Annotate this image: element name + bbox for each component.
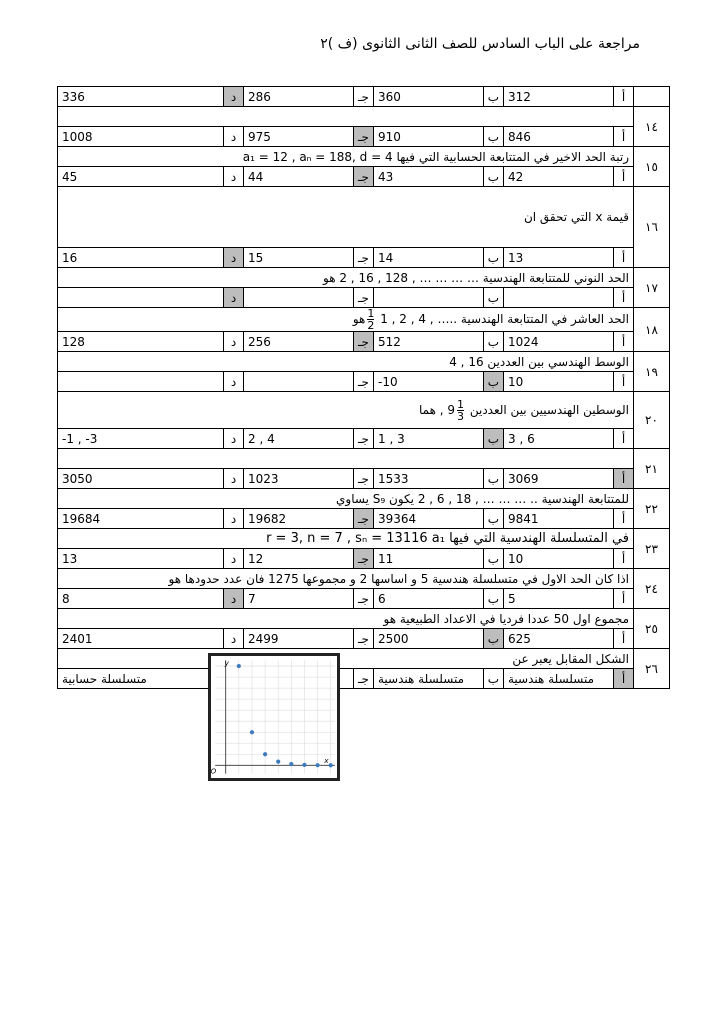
question-number: ٢٣ [634, 529, 670, 569]
math-expression: a₁ = 12 , aₙ = 188, d = 4 [242, 149, 393, 164]
option-letter-c: جـ [354, 127, 374, 147]
question-text [58, 352, 634, 372]
option-letter-a: أ [614, 332, 634, 352]
option-letter-b: ب [484, 629, 504, 649]
question-text-part: للمتتابعة الهندسية [541, 491, 629, 506]
option-a-value[interactable] [504, 288, 614, 308]
option-b-value[interactable]: 43 [374, 167, 484, 187]
option-d-value[interactable]: 2401 [58, 629, 224, 649]
question-text [58, 308, 634, 332]
question-number: ١٧ [634, 268, 670, 308]
option-b-value[interactable]: 512 [374, 332, 484, 352]
options-row [58, 288, 670, 308]
fraction-denominator: 2 [367, 319, 375, 332]
option-b-value[interactable]: 910 [374, 127, 484, 147]
question-number: ٢٦ [634, 649, 670, 689]
options-row [58, 248, 670, 268]
option-c-value[interactable]: 2 , 4 [244, 429, 354, 449]
option-a-value[interactable]: 3069 [504, 469, 614, 489]
question-text-part: الحد النوني للمتتابعة الهندسية [482, 270, 629, 285]
option-letter-a: أ [614, 87, 634, 107]
option-c-value[interactable]: 2499 [244, 629, 354, 649]
option-a-value[interactable]: 13 [504, 248, 614, 268]
option-letter-d: د [224, 87, 244, 107]
review-table [57, 86, 670, 776]
question-text-part: هما [419, 402, 436, 417]
option-letter-c: جـ [354, 372, 374, 392]
graph-point [315, 763, 319, 767]
options-row [58, 629, 670, 649]
option-c-value[interactable]: 19682 [244, 509, 354, 529]
question-number: ١٥ [634, 147, 670, 187]
option-b-value[interactable]: -10 [374, 372, 484, 392]
option-c-value[interactable]: 1023 [244, 469, 354, 489]
fraction-numerator: 1 [367, 307, 375, 320]
option-letter-a: أ [614, 469, 634, 489]
option-letter-d: د [224, 372, 244, 392]
sequence-terms: 4 , 16 [449, 354, 484, 369]
option-letter-c: جـ [354, 469, 374, 489]
question-row [58, 529, 670, 549]
option-letter-a: أ [614, 127, 634, 147]
sequence-terms: , 9 [439, 402, 456, 417]
option-d-value[interactable]: 45 [58, 167, 224, 187]
option-a-value[interactable]: 10 [504, 372, 614, 392]
option-letter-b: ب [484, 589, 504, 609]
question-text-part: الوسط الهندسي بين العددين [487, 354, 629, 369]
option-b-value[interactable]: 1533 [374, 469, 484, 489]
question-text-part: التي تحقق ان [523, 210, 592, 224]
option-letter-a: أ [614, 669, 634, 689]
question-row [58, 352, 670, 372]
sequence-terms: 2 , 6 , 18 , … … … .. [417, 491, 538, 506]
question-text [58, 147, 634, 167]
question-number [634, 87, 670, 107]
option-letter-a: أ [614, 549, 634, 569]
option-b-value[interactable]: 39364 [374, 509, 484, 529]
option-letter-b: ب [484, 509, 504, 529]
option-b-value[interactable] [374, 288, 484, 308]
question-number: ٢٢ [634, 489, 670, 529]
option-d-value[interactable] [58, 372, 224, 392]
options-row [58, 509, 670, 529]
question-row [58, 392, 670, 429]
option-d-value[interactable]: 13 [58, 549, 224, 569]
option-letter-c: جـ [354, 87, 374, 107]
question-row [58, 649, 670, 669]
option-letter-c: جـ [354, 669, 374, 689]
options-row [58, 669, 670, 689]
question-text-part: يساوي [336, 491, 369, 506]
question-number: ٢١ [634, 449, 670, 489]
option-a-value[interactable]: متسلسلة هندسية [504, 669, 614, 689]
graph-point [329, 763, 333, 767]
fraction [457, 399, 464, 422]
question-text-part: في المتسلسلة الهندسية التي فيها [449, 531, 629, 546]
option-b-value[interactable]: 360 [374, 87, 484, 107]
option-c-value[interactable]: 44 [244, 167, 354, 187]
page-title: مراجعة على الباب السادس للصف الثانى الثانوى (ف )٢ [320, 36, 640, 52]
question-text [58, 268, 634, 288]
option-letter-d: د [224, 127, 244, 147]
origin-label: O [210, 766, 217, 776]
option-letter-b: ب [484, 372, 504, 392]
question-text-part: مجموع اول 50 عددا فرديا في الاعداد الطبيعية هو [383, 611, 629, 626]
question-row [58, 489, 670, 509]
option-a-value[interactable]: 10 [504, 549, 614, 569]
question-number: ١٦ [634, 187, 670, 268]
math-variable: x [595, 210, 603, 224]
option-letter-d: د [224, 332, 244, 352]
question-text-part: رتبة الحد الاخير في المتتابعة الحسابية التي فيها [396, 149, 629, 164]
question-number: ١٨ [634, 308, 670, 352]
option-letter-a: أ [614, 167, 634, 187]
option-letter-b: ب [484, 669, 504, 689]
option-a-value[interactable]: 312 [504, 87, 614, 107]
option-b-value[interactable]: 1 , 3 [374, 429, 484, 449]
option-letter-d: د [224, 509, 244, 529]
option-c-value[interactable]: 286 [244, 87, 354, 107]
option-letter-c: جـ [354, 509, 374, 529]
fraction-denominator: 3 [457, 409, 465, 423]
option-letter-b: ب [484, 288, 504, 308]
options-row [58, 469, 670, 489]
x-axis-label: x [324, 756, 329, 766]
option-letter-a: أ [614, 589, 634, 609]
option-letter-b: ب [484, 469, 504, 489]
option-letter-a: أ [614, 429, 634, 449]
question-row [58, 609, 670, 629]
option-letter-b: ب [484, 167, 504, 187]
option-d-value[interactable] [58, 288, 224, 308]
option-b-value[interactable]: متسلسلة هندسية [374, 669, 484, 689]
options-row [58, 332, 670, 352]
option-letter-c: جـ [354, 167, 374, 187]
option-letter-a: أ [614, 248, 634, 268]
option-letter-b: ب [484, 429, 504, 449]
math-expression: S₉ [372, 491, 386, 506]
option-a-value[interactable]: 5 [504, 589, 614, 609]
question-row [58, 308, 670, 332]
question-text [58, 107, 634, 127]
question-row [58, 268, 670, 288]
option-d-value[interactable]: 19684 [58, 509, 224, 529]
graph-point [276, 760, 280, 764]
option-letter-b: ب [484, 248, 504, 268]
question-text-part: هو [323, 270, 336, 285]
math-variable: a₁ [431, 531, 445, 546]
option-d-value[interactable]: 1008 [58, 127, 224, 147]
option-d-value[interactable]: 3050 [58, 469, 224, 489]
option-d-value[interactable]: 16 [58, 248, 224, 268]
option-letter-d: د [224, 549, 244, 569]
option-letter-d: د [224, 469, 244, 489]
option-letter-d: د [224, 589, 244, 609]
math-expression: r = 3, n = 7 , sₙ = 13116 [266, 531, 428, 546]
option-c-value[interactable] [244, 288, 354, 308]
option-a-value[interactable]: 42 [504, 167, 614, 187]
option-c-value[interactable]: 975 [244, 127, 354, 147]
graph-point [289, 762, 293, 766]
option-letter-b: ب [484, 87, 504, 107]
question-row [58, 147, 670, 167]
options-row [58, 372, 670, 392]
option-c-value[interactable]: 256 [244, 332, 354, 352]
option-letter-b: ب [484, 127, 504, 147]
option-a-value[interactable]: 846 [504, 127, 614, 147]
question-text [58, 449, 634, 469]
graph-point [302, 763, 306, 767]
option-a-value[interactable]: 625 [504, 629, 614, 649]
fraction-numerator: 1 [457, 397, 465, 411]
option-b-value[interactable]: 2500 [374, 629, 484, 649]
option-d-value[interactable]: 128 [58, 332, 224, 352]
question-number: ١٤ [634, 107, 670, 147]
option-letter-c: جـ [354, 332, 374, 352]
fraction [367, 308, 374, 331]
question-text [58, 569, 634, 589]
option-a-value[interactable]: 1024 [504, 332, 614, 352]
option-d-value[interactable]: 8 [58, 589, 224, 609]
figure-caption: الشكل المقابل يعبر عن [512, 652, 629, 666]
question-number: ٢٤ [634, 569, 670, 609]
question-text-part: اذا كان الحد الاول في متسلسلة هندسية 5 و اساسها 2 و مجموعها 1275 فان عدد حدودها هو [168, 571, 629, 586]
option-letter-a: أ [614, 372, 634, 392]
option-a-value[interactable]: 9841 [504, 509, 614, 529]
option-c-value[interactable]: 12 [244, 549, 354, 569]
option-letter-b: ب [484, 549, 504, 569]
question-text [58, 609, 634, 629]
option-letter-c: جـ [354, 429, 374, 449]
options-row [58, 167, 670, 187]
question-row [58, 107, 670, 127]
option-letter-d: د [224, 629, 244, 649]
option-d-value[interactable]: متسلسلة حسابية [58, 669, 224, 689]
option-letter-c: جـ [354, 248, 374, 268]
option-b-value[interactable]: 14 [374, 248, 484, 268]
option-letter-d: د [224, 248, 244, 268]
option-c-value[interactable]: 15 [244, 248, 354, 268]
options-row [58, 87, 670, 107]
option-letter-a: أ [614, 629, 634, 649]
question-text-part: هو [352, 312, 366, 326]
option-letter-d: د [224, 167, 244, 187]
options-row [58, 127, 670, 147]
option-c-value[interactable] [244, 372, 354, 392]
option-letter-c: جـ [354, 549, 374, 569]
option-c-value[interactable]: 7 [244, 589, 354, 609]
question-text [58, 392, 634, 429]
options-row [58, 589, 670, 609]
option-a-value[interactable]: 3 , 6 [504, 429, 614, 449]
question-number: ١٩ [634, 352, 670, 392]
question-row [58, 449, 670, 469]
question-row [58, 569, 670, 589]
option-d-value[interactable]: -1 , -3 [58, 429, 224, 449]
option-letter-c: جـ [354, 288, 374, 308]
question-row [58, 187, 670, 248]
question-number: ٢٠ [634, 392, 670, 449]
question-text-part: الحد العاشر في المتتابعة الهندسية [460, 312, 629, 326]
question-text-part: يكون [389, 491, 414, 506]
question-text-part: الوسطين الهندسيين بين العددين [469, 402, 629, 417]
option-b-value[interactable]: 11 [374, 549, 484, 569]
option-letter-d: د [224, 288, 244, 308]
question-text [58, 489, 634, 509]
question-text-part: قيمة [606, 210, 629, 224]
option-b-value[interactable]: 6 [374, 589, 484, 609]
sequence-terms: 1 , 2 , 4 , ….. [380, 312, 458, 326]
option-letter-c: جـ [354, 629, 374, 649]
option-letter-c: جـ [354, 589, 374, 609]
options-row [58, 429, 670, 449]
question-number: ٢٥ [634, 609, 670, 649]
sequence-terms: 2 , 16 , 128 , … … … … [339, 270, 479, 285]
question-text [58, 529, 634, 549]
graph-point [263, 752, 267, 756]
graph-point [237, 664, 241, 668]
graph-point [250, 730, 254, 734]
option-d-value[interactable]: 336 [58, 87, 224, 107]
option-letter-b: ب [484, 332, 504, 352]
option-letter-a: أ [614, 509, 634, 529]
option-letter-d: د [224, 429, 244, 449]
graph-figure [208, 653, 340, 781]
option-letter-a: أ [614, 288, 634, 308]
y-axis-label: y [224, 658, 229, 668]
question-text [58, 187, 634, 248]
options-row [58, 549, 670, 569]
